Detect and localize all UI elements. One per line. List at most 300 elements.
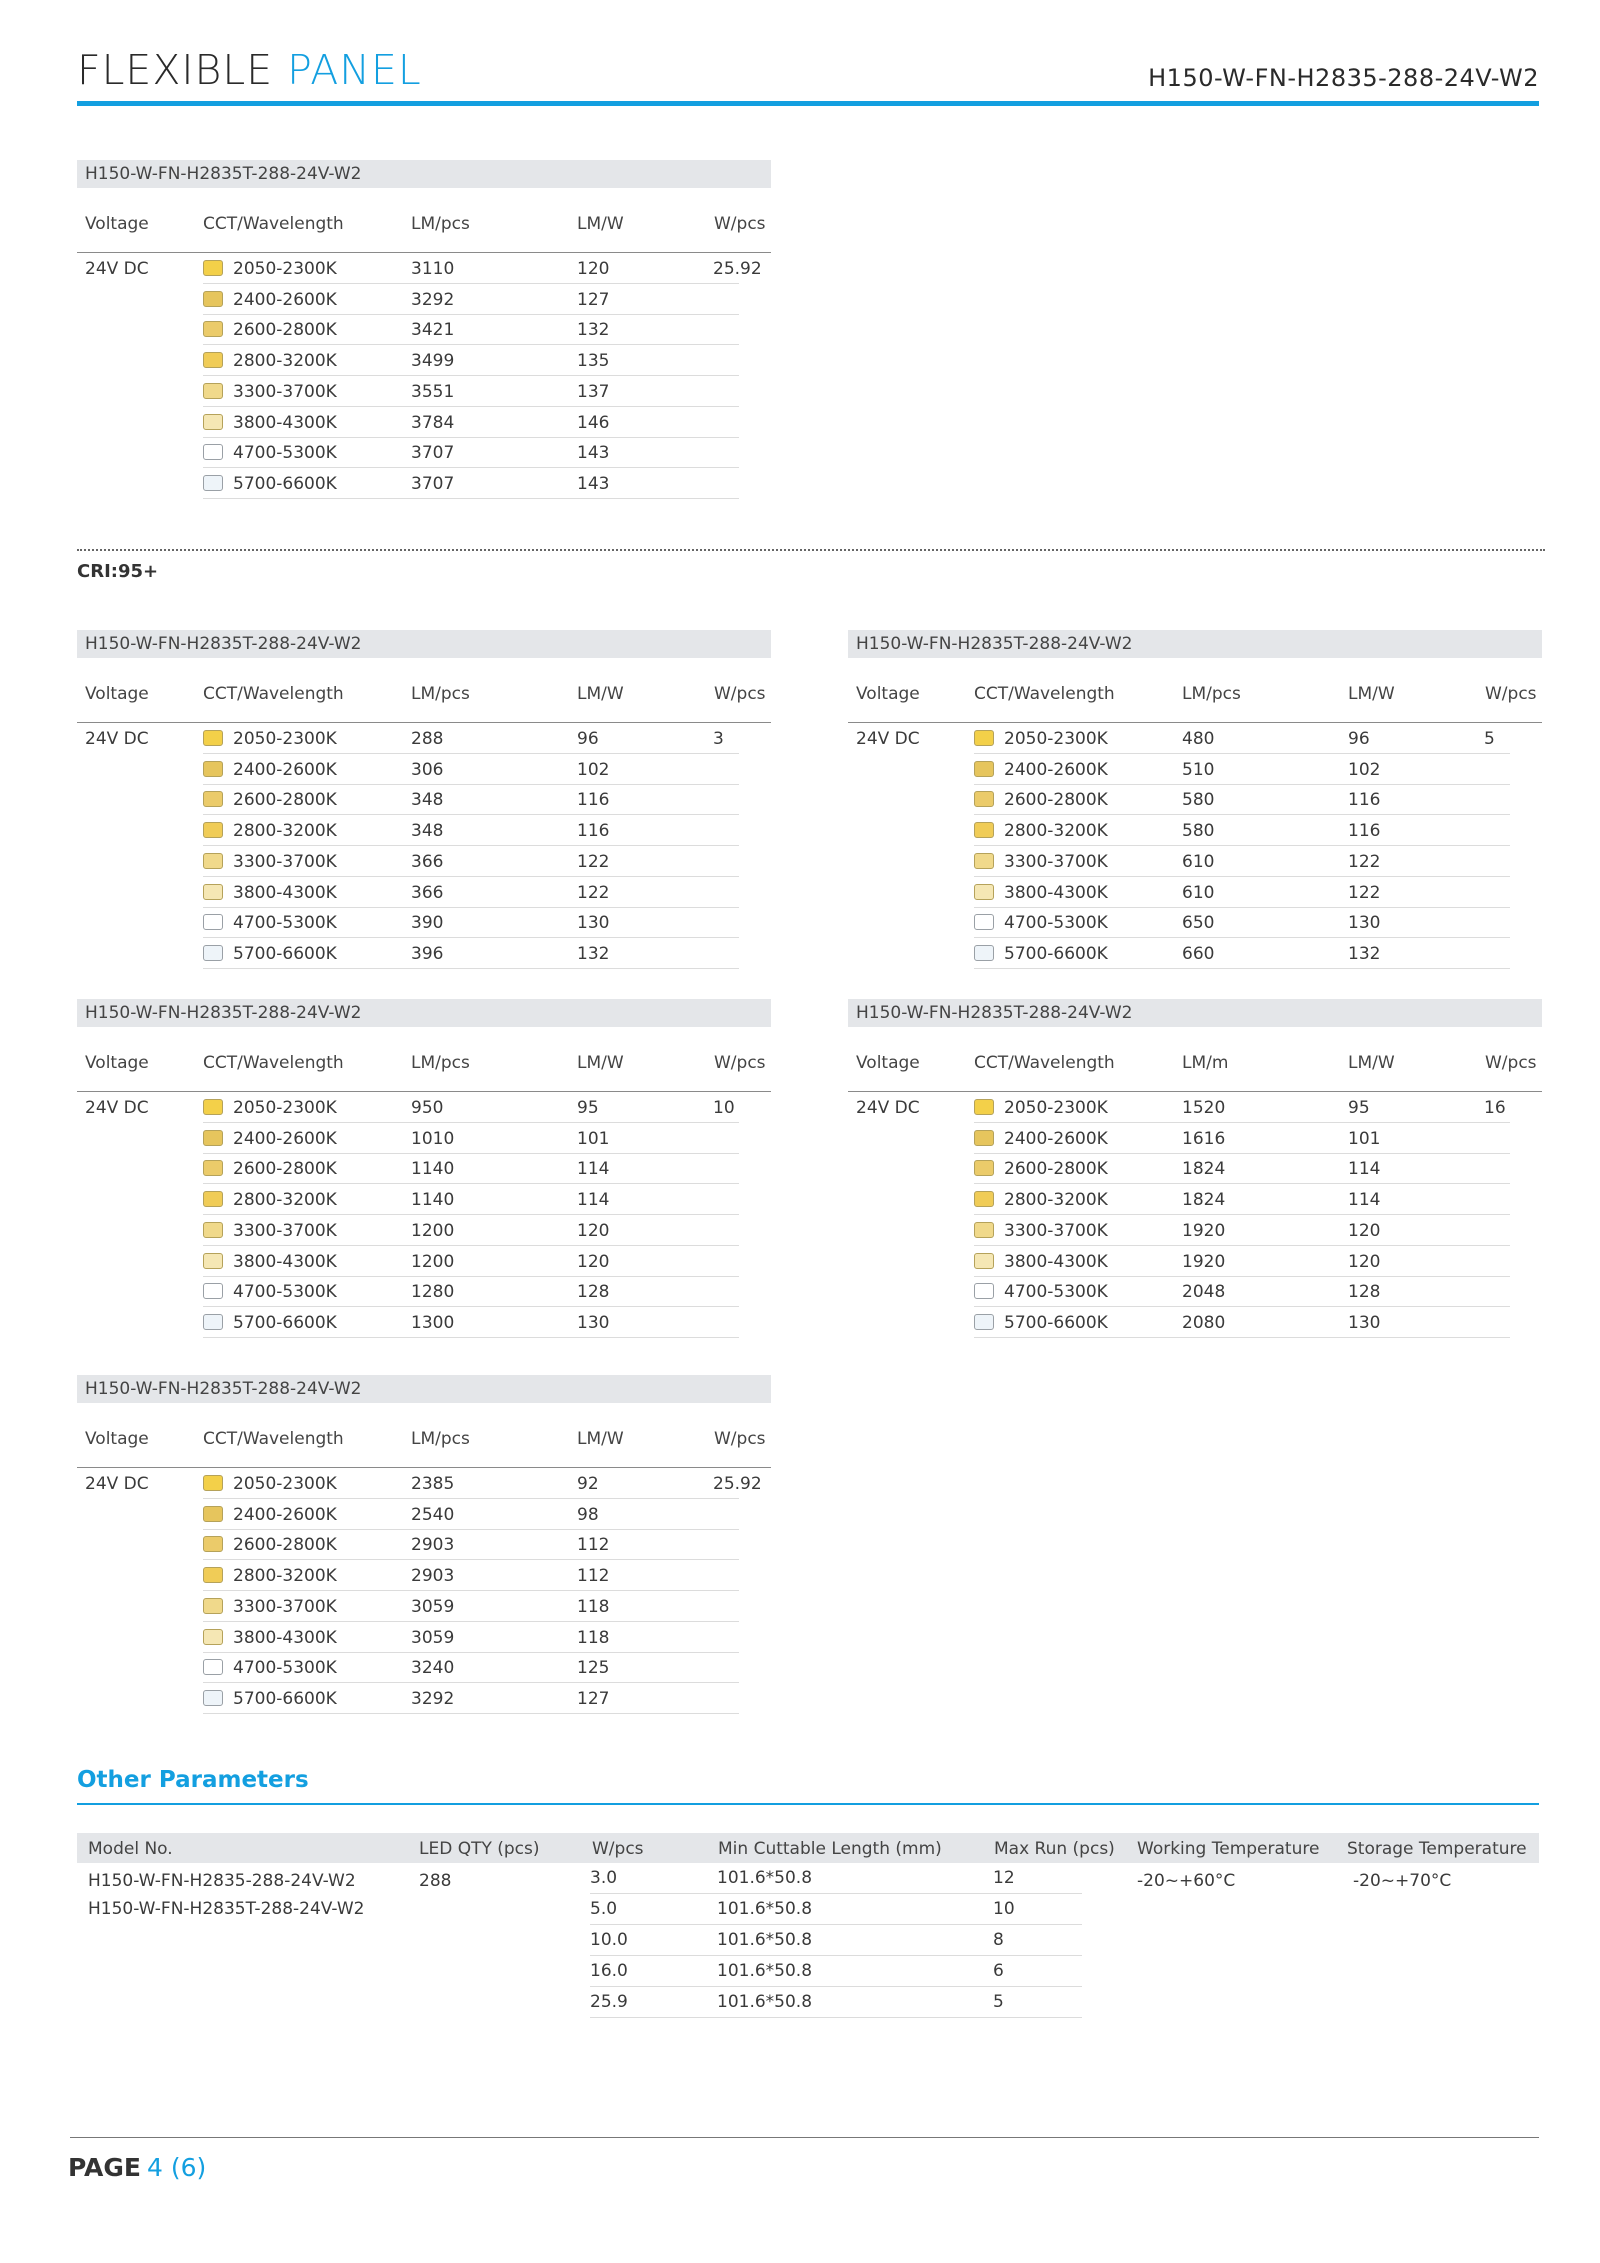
color-swatch-icon bbox=[203, 730, 223, 746]
spec-lm-per-watt: 125 bbox=[577, 1658, 610, 1679]
spec-voltage: 24V DC bbox=[856, 729, 920, 749]
color-swatch-icon bbox=[203, 1659, 223, 1675]
spec-lumens: 3551 bbox=[411, 381, 455, 402]
spec-lumens: 390 bbox=[411, 913, 444, 934]
spec-body bbox=[77, 1468, 771, 1714]
spec-row bbox=[974, 723, 1510, 754]
spec-row bbox=[974, 1123, 1510, 1154]
header-divider bbox=[77, 101, 1539, 106]
params-max-run: 10 bbox=[993, 1899, 1015, 1919]
spec-lm-per-watt: 96 bbox=[1348, 729, 1370, 749]
params-row bbox=[590, 1925, 1082, 1956]
params-col-max-run: Max Run (pcs) bbox=[994, 1839, 1115, 1859]
spec-lm-per-watt: 122 bbox=[1348, 851, 1381, 872]
spec-lumens: 1280 bbox=[411, 1282, 455, 1303]
color-swatch-icon bbox=[974, 1160, 994, 1176]
spec-row bbox=[203, 1499, 739, 1530]
spec-row bbox=[203, 1307, 739, 1338]
spec-column-header: CCT/Wavelength bbox=[203, 1053, 344, 1073]
spec-row bbox=[974, 1092, 1510, 1123]
spec-row bbox=[203, 468, 739, 499]
spec-lm-per-watt: 92 bbox=[577, 1474, 599, 1494]
spec-column-header: LM/W bbox=[577, 684, 624, 704]
params-wpcs: 16.0 bbox=[590, 1961, 628, 1981]
color-swatch-icon bbox=[203, 321, 223, 337]
spec-row bbox=[203, 407, 739, 438]
spec-row bbox=[203, 284, 739, 315]
spec-row bbox=[203, 437, 739, 468]
spec-cct: 2600-2800K bbox=[1004, 790, 1108, 811]
spec-row bbox=[974, 907, 1510, 938]
color-swatch-icon bbox=[203, 475, 223, 491]
spec-row bbox=[974, 877, 1510, 908]
spec-row bbox=[203, 314, 739, 345]
spec-cct: 3300-3700K bbox=[233, 381, 337, 402]
spec-lumens: 610 bbox=[1182, 851, 1215, 872]
params-row bbox=[590, 1863, 1082, 1894]
spec-lumens: 366 bbox=[411, 882, 444, 903]
spec-lm-per-watt: 130 bbox=[577, 913, 610, 934]
color-swatch-icon bbox=[203, 853, 223, 869]
params-wpcs: 10.0 bbox=[590, 1930, 628, 1950]
spec-row bbox=[203, 1591, 739, 1622]
title-part2: PANEL bbox=[287, 46, 422, 94]
page-footer bbox=[68, 2153, 206, 2182]
color-swatch-icon bbox=[974, 1253, 994, 1269]
spec-cct: 2400-2600K bbox=[233, 1128, 337, 1149]
spec-body bbox=[848, 723, 1542, 969]
color-swatch-icon bbox=[974, 822, 994, 838]
spec-cct: 2800-3200K bbox=[233, 821, 337, 842]
spec-lumens: 3707 bbox=[411, 443, 455, 464]
color-swatch-icon bbox=[203, 383, 223, 399]
spec-column-header: LM/W bbox=[577, 1429, 624, 1449]
color-swatch-icon bbox=[203, 1253, 223, 1269]
color-swatch-icon bbox=[203, 260, 223, 276]
spec-row bbox=[974, 1246, 1510, 1277]
spec-lumens: 610 bbox=[1182, 882, 1215, 903]
spec-body bbox=[848, 1092, 1542, 1338]
params-min-cut: 101.6*50.8 bbox=[717, 1868, 813, 1888]
spec-column-header: LM/pcs bbox=[411, 1053, 470, 1073]
spec-row bbox=[974, 938, 1510, 969]
color-swatch-icon bbox=[203, 352, 223, 368]
color-swatch-icon bbox=[203, 914, 223, 930]
cri-label: CRI:95+ bbox=[77, 561, 159, 582]
spec-lm-per-watt: 118 bbox=[577, 1627, 610, 1648]
spec-row bbox=[203, 1560, 739, 1591]
color-swatch-icon bbox=[974, 761, 994, 777]
spec-row bbox=[203, 1683, 739, 1714]
spec-lm-per-watt: 122 bbox=[577, 882, 610, 903]
spec-table-1 bbox=[77, 160, 771, 499]
spec-column-header: CCT/Wavelength bbox=[203, 214, 344, 234]
spec-cct: 4700-5300K bbox=[1004, 1282, 1108, 1303]
spec-lm-per-watt: 127 bbox=[577, 1688, 610, 1709]
spec-cct: 3300-3700K bbox=[233, 851, 337, 872]
params-header-row bbox=[77, 1833, 1539, 1863]
spec-column-header: LM/W bbox=[577, 214, 624, 234]
spec-lm-per-watt: 120 bbox=[1348, 1251, 1381, 1272]
spec-row bbox=[974, 1215, 1510, 1246]
spec-lm-per-watt: 114 bbox=[577, 1159, 610, 1180]
spec-lm-per-watt: 101 bbox=[1348, 1128, 1381, 1149]
spec-title: H150-W-FN-H2835T-288-24V-W2 bbox=[77, 1375, 771, 1403]
color-swatch-icon bbox=[974, 1191, 994, 1207]
spec-lumens: 396 bbox=[411, 943, 444, 964]
spec-lumens: 580 bbox=[1182, 790, 1215, 811]
spec-row bbox=[203, 784, 739, 815]
spec-table-5 bbox=[848, 999, 1542, 1338]
spec-lm-per-watt: 135 bbox=[577, 351, 610, 372]
spec-lumens: 366 bbox=[411, 851, 444, 872]
spec-column-header: Voltage bbox=[856, 684, 920, 704]
spec-table-2 bbox=[77, 630, 771, 969]
spec-row bbox=[974, 1153, 1510, 1184]
spec-cct: 4700-5300K bbox=[233, 1658, 337, 1679]
spec-lumens: 2903 bbox=[411, 1535, 455, 1556]
spec-column-header: CCT/Wavelength bbox=[974, 1053, 1115, 1073]
color-swatch-icon bbox=[203, 1598, 223, 1614]
spec-lm-per-watt: 116 bbox=[577, 821, 610, 842]
color-swatch-icon bbox=[974, 1283, 994, 1299]
spec-cct: 2800-3200K bbox=[233, 1566, 337, 1587]
spec-column-headers bbox=[77, 1403, 771, 1468]
spec-cct: 2050-2300K bbox=[233, 1474, 337, 1494]
params-max-run: 12 bbox=[993, 1868, 1015, 1888]
spec-cct: 3800-4300K bbox=[1004, 882, 1108, 903]
spec-cct: 3300-3700K bbox=[233, 1596, 337, 1617]
spec-column-header: Voltage bbox=[856, 1053, 920, 1073]
color-swatch-icon bbox=[203, 791, 223, 807]
spec-cct: 2600-2800K bbox=[233, 790, 337, 811]
spec-lm-per-watt: 137 bbox=[577, 381, 610, 402]
spec-wpcs: 25.92 bbox=[713, 1474, 762, 1494]
spec-lm-per-watt: 130 bbox=[1348, 1312, 1381, 1333]
spec-lm-per-watt: 132 bbox=[577, 320, 610, 341]
spec-lm-per-watt: 112 bbox=[577, 1566, 610, 1587]
spec-lm-per-watt: 114 bbox=[1348, 1159, 1381, 1180]
spec-lm-per-watt: 118 bbox=[577, 1596, 610, 1617]
spec-wpcs: 5 bbox=[1484, 729, 1495, 749]
spec-lumens: 3240 bbox=[411, 1658, 455, 1679]
spec-column-header: W/pcs bbox=[714, 214, 766, 234]
spec-cct: 4700-5300K bbox=[233, 913, 337, 934]
params-max-run: 8 bbox=[993, 1930, 1004, 1950]
spec-row bbox=[203, 1529, 739, 1560]
spec-body bbox=[77, 1092, 771, 1338]
spec-cct: 4700-5300K bbox=[233, 1282, 337, 1303]
spec-voltage: 24V DC bbox=[85, 259, 149, 279]
spec-cct: 5700-6600K bbox=[233, 1688, 337, 1709]
spec-lumens: 3292 bbox=[411, 289, 455, 310]
spec-lumens: 2385 bbox=[411, 1474, 455, 1494]
color-swatch-icon bbox=[203, 1506, 223, 1522]
spec-cct: 2050-2300K bbox=[233, 1098, 337, 1118]
spec-lm-per-watt: 143 bbox=[577, 443, 610, 464]
spec-body bbox=[77, 723, 771, 969]
params-wpcs: 3.0 bbox=[590, 1868, 618, 1888]
spec-table-6 bbox=[77, 1375, 771, 1714]
spec-lumens: 1200 bbox=[411, 1251, 455, 1272]
spec-lm-per-watt: 95 bbox=[1348, 1098, 1370, 1118]
color-swatch-icon bbox=[203, 414, 223, 430]
color-swatch-icon bbox=[203, 761, 223, 777]
params-min-cut: 101.6*50.8 bbox=[717, 1961, 813, 1981]
spec-title: H150-W-FN-H2835T-288-24V-W2 bbox=[77, 160, 771, 188]
page-number: 4 (6) bbox=[146, 2153, 207, 2182]
spec-lumens: 3059 bbox=[411, 1596, 455, 1617]
color-swatch-icon bbox=[203, 1536, 223, 1552]
spec-row bbox=[203, 723, 739, 754]
spec-voltage: 24V DC bbox=[85, 1474, 149, 1494]
spec-title: H150-W-FN-H2835T-288-24V-W2 bbox=[848, 630, 1542, 658]
spec-title: H150-W-FN-H2835T-288-24V-W2 bbox=[77, 630, 771, 658]
spec-column-header: W/pcs bbox=[1485, 1053, 1537, 1073]
spec-lumens: 950 bbox=[411, 1098, 444, 1118]
params-working-temp: -20~+60°C bbox=[1137, 1871, 1236, 1891]
spec-voltage: 24V DC bbox=[856, 1098, 920, 1118]
spec-cct: 4700-5300K bbox=[1004, 913, 1108, 934]
color-swatch-icon bbox=[203, 1191, 223, 1207]
spec-column-header: LM/pcs bbox=[411, 684, 470, 704]
spec-lumens: 3784 bbox=[411, 412, 455, 433]
params-col-model: Model No. bbox=[88, 1839, 173, 1859]
spec-column-headers bbox=[77, 188, 771, 253]
spec-lumens: 1824 bbox=[1182, 1159, 1226, 1180]
spec-column-header: LM/pcs bbox=[1182, 684, 1241, 704]
spec-lm-per-watt: 102 bbox=[577, 759, 610, 780]
spec-row bbox=[203, 1215, 739, 1246]
spec-lm-per-watt: 114 bbox=[577, 1190, 610, 1211]
spec-lumens: 1300 bbox=[411, 1312, 455, 1333]
spec-row bbox=[203, 1652, 739, 1683]
spec-body bbox=[77, 253, 771, 499]
spec-cct: 2050-2300K bbox=[233, 729, 337, 749]
spec-lm-per-watt: 101 bbox=[577, 1128, 610, 1149]
params-max-run: 6 bbox=[993, 1961, 1004, 1981]
color-swatch-icon bbox=[974, 853, 994, 869]
spec-row bbox=[203, 1276, 739, 1307]
spec-cct: 2400-2600K bbox=[233, 1504, 337, 1525]
spec-voltage: 24V DC bbox=[85, 1098, 149, 1118]
spec-lumens: 480 bbox=[1182, 729, 1215, 749]
spec-cct: 3300-3700K bbox=[1004, 851, 1108, 872]
spec-column-header: CCT/Wavelength bbox=[974, 684, 1115, 704]
spec-voltage: 24V DC bbox=[85, 729, 149, 749]
spec-lumens: 2540 bbox=[411, 1504, 455, 1525]
page-title bbox=[77, 46, 422, 94]
spec-lumens: 306 bbox=[411, 759, 444, 780]
spec-row bbox=[203, 846, 739, 877]
spec-cct: 2050-2300K bbox=[1004, 1098, 1108, 1118]
spec-lm-per-watt: 132 bbox=[1348, 943, 1381, 964]
spec-cct: 2600-2800K bbox=[233, 1535, 337, 1556]
spec-row bbox=[974, 815, 1510, 846]
params-col-led-qty: LED QTY (pcs) bbox=[419, 1839, 540, 1859]
spec-lm-per-watt: 95 bbox=[577, 1098, 599, 1118]
color-swatch-icon bbox=[203, 1690, 223, 1706]
color-swatch-icon bbox=[203, 1629, 223, 1645]
spec-cct: 2400-2600K bbox=[1004, 1128, 1108, 1149]
spec-column-header: LM/m bbox=[1182, 1053, 1229, 1073]
spec-cct: 2800-3200K bbox=[233, 351, 337, 372]
color-swatch-icon bbox=[203, 945, 223, 961]
spec-cct: 3800-4300K bbox=[233, 1627, 337, 1648]
spec-column-header: CCT/Wavelength bbox=[203, 1429, 344, 1449]
params-max-run: 5 bbox=[993, 1992, 1004, 2012]
spec-cct: 3300-3700K bbox=[1004, 1220, 1108, 1241]
spec-lm-per-watt: 96 bbox=[577, 729, 599, 749]
color-swatch-icon bbox=[203, 1099, 223, 1115]
spec-cct: 2600-2800K bbox=[233, 320, 337, 341]
other-parameters-heading: Other Parameters bbox=[77, 1767, 309, 1793]
params-row bbox=[590, 1894, 1082, 1925]
spec-lm-per-watt: 120 bbox=[577, 1220, 610, 1241]
spec-lm-per-watt: 128 bbox=[1348, 1282, 1381, 1303]
spec-lumens: 1140 bbox=[411, 1190, 455, 1211]
spec-cct: 3800-4300K bbox=[233, 412, 337, 433]
spec-cct: 2600-2800K bbox=[1004, 1159, 1108, 1180]
spec-column-header: LM/W bbox=[577, 1053, 624, 1073]
spec-wpcs: 3 bbox=[713, 729, 724, 749]
spec-column-header: LM/W bbox=[1348, 684, 1395, 704]
spec-column-headers bbox=[848, 1027, 1542, 1092]
spec-lm-per-watt: 98 bbox=[577, 1504, 599, 1525]
spec-wpcs: 25.92 bbox=[713, 259, 762, 279]
spec-lumens: 580 bbox=[1182, 821, 1215, 842]
spec-lumens: 1140 bbox=[411, 1159, 455, 1180]
color-swatch-icon bbox=[203, 291, 223, 307]
spec-lumens: 2903 bbox=[411, 1566, 455, 1587]
color-swatch-icon bbox=[974, 945, 994, 961]
spec-lm-per-watt: 120 bbox=[577, 259, 610, 279]
params-wpcs: 5.0 bbox=[590, 1899, 618, 1919]
spec-column-header: Voltage bbox=[85, 684, 149, 704]
spec-cct: 5700-6600K bbox=[233, 1312, 337, 1333]
color-swatch-icon bbox=[203, 822, 223, 838]
spec-cct: 2800-3200K bbox=[1004, 1190, 1108, 1211]
spec-lm-per-watt: 116 bbox=[577, 790, 610, 811]
spec-lumens: 3059 bbox=[411, 1627, 455, 1648]
color-swatch-icon bbox=[203, 884, 223, 900]
spec-lm-per-watt: 130 bbox=[577, 1312, 610, 1333]
spec-lm-per-watt: 116 bbox=[1348, 821, 1381, 842]
spec-lumens: 1200 bbox=[411, 1220, 455, 1241]
spec-column-header: LM/W bbox=[1348, 1053, 1395, 1073]
spec-cct: 2400-2600K bbox=[1004, 759, 1108, 780]
spec-row bbox=[974, 1276, 1510, 1307]
spec-row bbox=[203, 1246, 739, 1277]
spec-lm-per-watt: 120 bbox=[1348, 1220, 1381, 1241]
spec-lumens: 2048 bbox=[1182, 1282, 1226, 1303]
spec-column-headers bbox=[77, 1027, 771, 1092]
spec-lm-per-watt: 122 bbox=[1348, 882, 1381, 903]
spec-column-header: CCT/Wavelength bbox=[203, 684, 344, 704]
spec-wpcs: 16 bbox=[1484, 1098, 1506, 1118]
spec-lumens: 288 bbox=[411, 729, 444, 749]
spec-cct: 5700-6600K bbox=[233, 473, 337, 494]
spec-row bbox=[203, 376, 739, 407]
spec-lumens: 3292 bbox=[411, 1688, 455, 1709]
spec-cct: 3300-3700K bbox=[233, 1220, 337, 1241]
other-parameters-divider bbox=[77, 1803, 1539, 1805]
spec-lm-per-watt: 130 bbox=[1348, 913, 1381, 934]
spec-lm-per-watt: 102 bbox=[1348, 759, 1381, 780]
params-model-2: H150-W-FN-H2835T-288-24V-W2 bbox=[88, 1899, 365, 1919]
spec-lumens: 2080 bbox=[1182, 1312, 1226, 1333]
color-swatch-icon bbox=[974, 1222, 994, 1238]
spec-title: H150-W-FN-H2835T-288-24V-W2 bbox=[77, 999, 771, 1027]
spec-cct: 2400-2600K bbox=[233, 289, 337, 310]
spec-lm-per-watt: 114 bbox=[1348, 1190, 1381, 1211]
spec-row bbox=[203, 938, 739, 969]
spec-lumens: 3707 bbox=[411, 473, 455, 494]
spec-cct: 5700-6600K bbox=[1004, 943, 1108, 964]
spec-cct: 2400-2600K bbox=[233, 759, 337, 780]
spec-column-header: W/pcs bbox=[714, 1053, 766, 1073]
color-swatch-icon bbox=[974, 1314, 994, 1330]
params-min-cut: 101.6*50.8 bbox=[717, 1899, 813, 1919]
spec-column-header: W/pcs bbox=[1485, 684, 1537, 704]
spec-column-header: Voltage bbox=[85, 1429, 149, 1449]
spec-row bbox=[203, 877, 739, 908]
spec-column-header: W/pcs bbox=[714, 1429, 766, 1449]
spec-wpcs: 10 bbox=[713, 1098, 735, 1118]
color-swatch-icon bbox=[203, 1222, 223, 1238]
params-wpcs: 25.9 bbox=[590, 1992, 628, 2012]
spec-title: H150-W-FN-H2835T-288-24V-W2 bbox=[848, 999, 1542, 1027]
spec-cct: 3800-4300K bbox=[233, 882, 337, 903]
color-swatch-icon bbox=[974, 1099, 994, 1115]
spec-column-header: LM/pcs bbox=[411, 214, 470, 234]
spec-lumens: 348 bbox=[411, 790, 444, 811]
spec-column-header: Voltage bbox=[85, 214, 149, 234]
spec-lm-per-watt: 132 bbox=[577, 943, 610, 964]
color-swatch-icon bbox=[974, 791, 994, 807]
spec-cct: 3800-4300K bbox=[1004, 1251, 1108, 1272]
spec-table-3 bbox=[848, 630, 1542, 969]
params-col-wpcs: W/pcs bbox=[592, 1839, 644, 1859]
spec-lumens: 3499 bbox=[411, 351, 455, 372]
spec-lumens: 1920 bbox=[1182, 1251, 1226, 1272]
color-swatch-icon bbox=[203, 1160, 223, 1176]
params-model-1: H150-W-FN-H2835-288-24V-W2 bbox=[88, 1871, 356, 1891]
color-swatch-icon bbox=[974, 1130, 994, 1146]
header-model-number: H150-W-FN-H2835-288-24V-W2 bbox=[1148, 64, 1539, 92]
spec-row bbox=[974, 1307, 1510, 1338]
spec-column-headers bbox=[848, 658, 1542, 723]
spec-row bbox=[974, 1184, 1510, 1215]
spec-row bbox=[203, 1092, 739, 1123]
spec-lumens: 3110 bbox=[411, 259, 455, 279]
footer-divider bbox=[70, 2137, 1539, 2138]
params-min-cut: 101.6*50.8 bbox=[717, 1992, 813, 2012]
spec-column-header: LM/pcs bbox=[411, 1429, 470, 1449]
color-swatch-icon bbox=[203, 1130, 223, 1146]
spec-lm-per-watt: 128 bbox=[577, 1282, 610, 1303]
spec-lm-per-watt: 127 bbox=[577, 289, 610, 310]
spec-cct: 4700-5300K bbox=[233, 443, 337, 464]
spec-lm-per-watt: 146 bbox=[577, 412, 610, 433]
spec-row bbox=[203, 1622, 739, 1653]
spec-row bbox=[203, 1153, 739, 1184]
params-storage-temp: -20~+70°C bbox=[1353, 1871, 1452, 1891]
color-swatch-icon bbox=[974, 884, 994, 900]
spec-row bbox=[203, 815, 739, 846]
color-swatch-icon bbox=[203, 1567, 223, 1583]
spec-cct: 5700-6600K bbox=[1004, 1312, 1108, 1333]
